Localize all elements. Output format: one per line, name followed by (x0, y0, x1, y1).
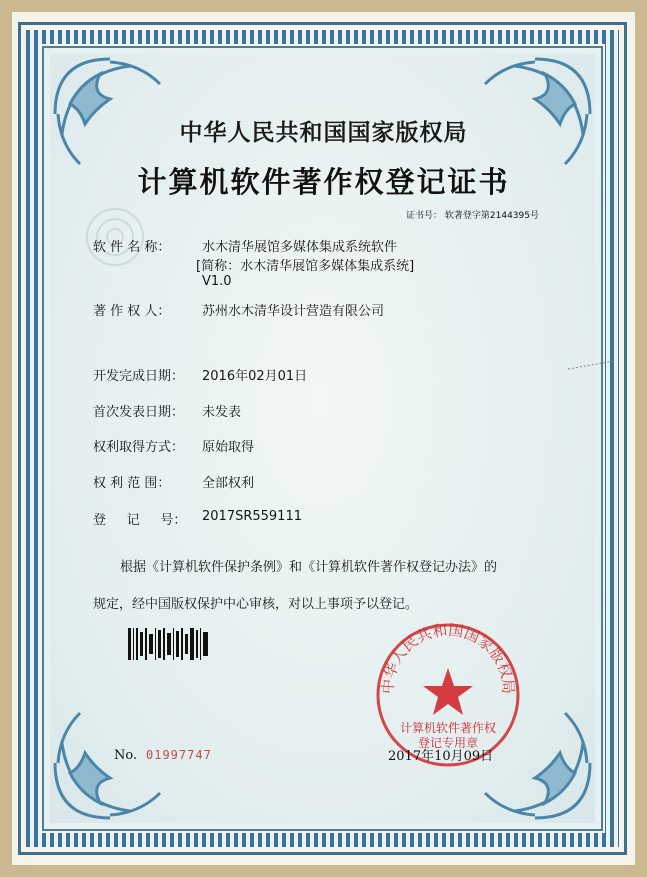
corner-ornament-bottom-left (50, 703, 170, 823)
software-short-name: [简称：水木清华展馆多媒体集成系统] (196, 259, 415, 274)
copyright-owner-label: 著 作 权 人： (93, 304, 171, 319)
rights-scope-value: 全部权利 (202, 476, 255, 491)
scratch-mark (566, 355, 616, 375)
registration-no-value: 2017SR559111 (202, 509, 302, 524)
seal-ring-text: 中华人民共和国国家版权局 (378, 620, 518, 695)
serial-number: 01997747 (146, 748, 212, 762)
statement-line-1: 根据《计算机软件保护条例》和《计算机软件著作权登记办法》的 (120, 560, 498, 575)
software-name-value: 水木清华展馆多媒体集成系统软件 (202, 240, 398, 255)
software-version: V1.0 (202, 274, 232, 289)
issue-date: 2017年10月09日 (388, 749, 494, 764)
copyright-owner-value: 苏州水木清华设计营造有限公司 (202, 304, 385, 319)
certificate-title: 计算机软件著作权登记证书 (137, 165, 510, 199)
seal-center-line-2: 登记专用章 (417, 736, 479, 750)
cert-number-value: 软著登字第2144395号 (444, 211, 539, 221)
seal-center-line-1: 计算机软件著作权 (399, 721, 497, 735)
software-name-label: 软 件 名 称： (93, 240, 171, 255)
acquisition-method-label: 权利取得方式： (93, 440, 185, 455)
completion-date-label: 开发完成日期： (93, 369, 185, 384)
first-publish-date-value: 未发表 (202, 405, 242, 420)
certificate-number (406, 208, 539, 221)
acquisition-method-value: 原始取得 (202, 440, 255, 455)
registration-no-label: 登 记 号： (93, 513, 187, 528)
completion-date-value: 2016年02月01日 (202, 369, 308, 384)
cert-number-label: 证书号： (406, 211, 443, 221)
rights-scope-label: 权 利 范 围： (93, 476, 171, 491)
first-publish-date-label: 首次发表日期： (93, 405, 185, 420)
statement-line-2: 规定，经中国版权保护中心审核，对以上事项予以登记。 (93, 597, 419, 612)
issuer-title: 中华人民共和国国家版权局 (179, 120, 468, 146)
barcode-icon (128, 628, 208, 660)
serial-label: No. (114, 748, 138, 763)
